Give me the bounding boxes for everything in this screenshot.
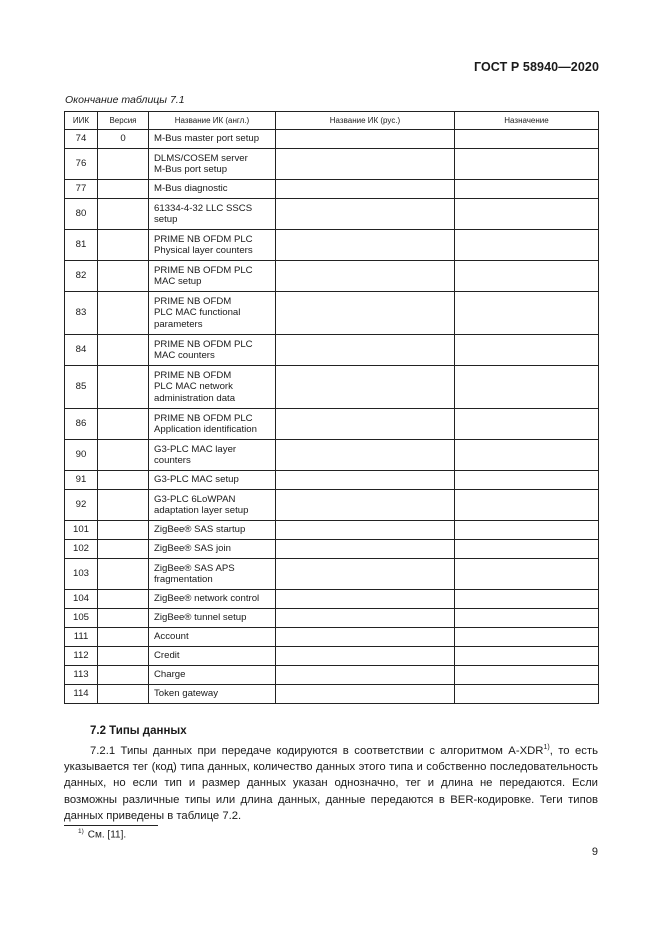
cell-name-ru xyxy=(276,609,455,628)
cell-name-ru xyxy=(276,559,455,590)
cell-name-ru xyxy=(276,409,455,440)
cell-name-en xyxy=(149,366,276,409)
cell-version xyxy=(98,666,149,685)
cell-iik: 113 xyxy=(65,666,98,685)
cell-version xyxy=(98,199,149,230)
table-row xyxy=(65,471,599,490)
cell-name-en-line: PRIME NB OFDM PLC xyxy=(154,412,253,424)
cell-version xyxy=(98,149,149,180)
column-header-name-en: Название ИК (англ.) xyxy=(149,112,276,130)
table-body xyxy=(65,130,599,704)
cell-purpose xyxy=(455,609,599,628)
cell-purpose xyxy=(455,628,599,647)
cell-version xyxy=(98,409,149,440)
cell-name-en-line: DLMS/COSEM server xyxy=(154,152,248,164)
cell-version xyxy=(98,292,149,335)
cell-name-en-line: ZigBee® SAS startup xyxy=(154,524,246,536)
table-row xyxy=(65,230,599,261)
cell-name-ru xyxy=(276,149,455,180)
cell-iik: 101 xyxy=(65,521,98,540)
cell-name-en-line: parameters xyxy=(154,318,203,330)
cell-name-ru xyxy=(276,628,455,647)
cell-name-ru xyxy=(276,261,455,292)
table-row xyxy=(65,335,599,366)
cell-name-en-line: Physical layer counters xyxy=(154,245,253,256)
table-row xyxy=(65,366,599,409)
cell-name-en xyxy=(149,440,276,471)
table-row xyxy=(65,590,599,609)
paragraph-text-start: 7.2.1 Типы данных при передаче кодируются в соответствии с алгоритмом A-XDR xyxy=(90,745,544,757)
cell-name-en xyxy=(149,180,276,199)
cell-name-ru xyxy=(276,521,455,540)
cell-name-en-line: 61334-4-32 LLC SSCS xyxy=(154,202,253,214)
table-row xyxy=(65,609,599,628)
cell-iik: 114 xyxy=(65,685,98,704)
table-caption: Окончание таблицы 7.1 xyxy=(65,94,185,106)
cell-name-ru xyxy=(276,230,455,261)
cell-version: 0 xyxy=(98,130,149,149)
cell-name-en-line: PRIME NB OFDM xyxy=(154,369,232,381)
cell-version xyxy=(98,490,149,521)
table-row xyxy=(65,199,599,230)
cell-purpose xyxy=(455,199,599,230)
cell-name-en-line: ZigBee® tunnel setup xyxy=(154,612,247,624)
cell-iik: 102 xyxy=(65,540,98,559)
cell-name-en xyxy=(149,540,276,559)
cell-name-ru xyxy=(276,130,455,149)
cell-name-ru xyxy=(276,335,455,366)
cell-name-en-line: PLC MAC functional xyxy=(154,307,241,319)
table-row xyxy=(65,292,599,335)
cell-version xyxy=(98,366,149,409)
cell-purpose xyxy=(455,180,599,199)
cell-name-en xyxy=(149,130,276,149)
table-row xyxy=(65,628,599,647)
standard-header: ГОСТ Р 58940—2020 xyxy=(473,60,599,74)
iik-table xyxy=(64,111,599,704)
cell-name-en xyxy=(149,590,276,609)
cell-name-en-line: M-Bus port setup xyxy=(154,164,228,175)
cell-name-en-line: M-Bus master port setup xyxy=(154,133,260,145)
cell-iik: 81 xyxy=(65,230,98,261)
cell-name-ru xyxy=(276,440,455,471)
cell-iik: 104 xyxy=(65,590,98,609)
cell-name-ru xyxy=(276,666,455,685)
cell-name-en-line: PRIME NB OFDM PLC xyxy=(154,233,253,245)
cell-name-ru xyxy=(276,180,455,199)
table-row xyxy=(65,685,599,704)
cell-purpose xyxy=(455,559,599,590)
cell-name-en xyxy=(149,490,276,521)
cell-purpose xyxy=(455,230,599,261)
cell-purpose xyxy=(455,366,599,409)
cell-iik: 105 xyxy=(65,609,98,628)
cell-purpose xyxy=(455,590,599,609)
cell-version xyxy=(98,521,149,540)
cell-name-ru xyxy=(276,471,455,490)
cell-name-en xyxy=(149,335,276,366)
table-row xyxy=(65,490,599,521)
cell-purpose xyxy=(455,149,599,180)
cell-name-en xyxy=(149,199,276,230)
column-header-iik: ИИК xyxy=(65,112,98,130)
cell-purpose xyxy=(455,440,599,471)
cell-name-en xyxy=(149,230,276,261)
cell-version xyxy=(98,261,149,292)
cell-name-en-line: fragmentation xyxy=(154,574,213,585)
cell-name-en-line: Charge xyxy=(154,669,186,681)
cell-version xyxy=(98,230,149,261)
cell-name-ru xyxy=(276,490,455,521)
cell-name-ru xyxy=(276,292,455,335)
table-row xyxy=(65,440,599,471)
cell-name-ru xyxy=(276,685,455,704)
cell-name-en-line: administration data xyxy=(154,392,236,404)
cell-name-en xyxy=(149,471,276,490)
cell-name-en-line: PRIME NB OFDM PLC xyxy=(154,338,253,350)
cell-purpose xyxy=(455,685,599,704)
cell-version xyxy=(98,559,149,590)
page-number: 9 xyxy=(591,846,598,858)
footnote-text: См. [11]. xyxy=(87,829,127,841)
cell-iik: 112 xyxy=(65,647,98,666)
cell-purpose xyxy=(455,647,599,666)
cell-name-en-line: G3-PLC 6LoWPAN xyxy=(154,493,236,505)
cell-version xyxy=(98,609,149,628)
cell-iik: 84 xyxy=(65,335,98,366)
cell-name-en xyxy=(149,261,276,292)
cell-version xyxy=(98,685,149,704)
cell-purpose xyxy=(455,521,599,540)
cell-name-en-line: Token gateway xyxy=(154,688,218,700)
table-row xyxy=(65,521,599,540)
cell-iik: 111 xyxy=(65,628,98,647)
cell-iik: 83 xyxy=(65,292,98,335)
cell-iik: 103 xyxy=(65,559,98,590)
cell-purpose xyxy=(455,335,599,366)
cell-name-en xyxy=(149,409,276,440)
cell-purpose xyxy=(455,540,599,559)
cell-name-en-line: G3-PLC MAC setup xyxy=(154,474,239,486)
cell-version xyxy=(98,471,149,490)
table-row xyxy=(65,559,599,590)
cell-purpose xyxy=(455,471,599,490)
cell-name-en-line: counters xyxy=(154,455,191,466)
cell-name-en-line: PRIME NB OFDM PLC xyxy=(154,264,253,276)
cell-name-en xyxy=(149,521,276,540)
cell-purpose xyxy=(455,292,599,335)
cell-name-en-line: MAC counters xyxy=(154,350,215,361)
cell-name-en-line: Application identification xyxy=(154,424,257,435)
cell-name-ru xyxy=(276,590,455,609)
table-row xyxy=(65,130,599,149)
footnote-reference: 1) xyxy=(543,744,550,752)
cell-name-en xyxy=(149,559,276,590)
section-title: 7.2 Типы данных xyxy=(90,725,187,737)
cell-iik: 91 xyxy=(65,471,98,490)
cell-iik: 90 xyxy=(65,440,98,471)
column-header-purpose: Назначение xyxy=(455,112,599,130)
footnote-marker: 1) xyxy=(78,828,84,835)
table-row xyxy=(65,149,599,180)
cell-name-en-line: PRIME NB OFDM xyxy=(154,295,232,307)
cell-name-en-line: G3-PLC MAC layer xyxy=(154,443,237,455)
cell-name-en-line: MAC setup xyxy=(154,276,202,287)
cell-name-en-line: Account xyxy=(154,631,189,643)
cell-version xyxy=(98,628,149,647)
cell-name-en xyxy=(149,647,276,666)
cell-name-ru xyxy=(276,366,455,409)
cell-version xyxy=(98,647,149,666)
cell-version xyxy=(98,180,149,199)
section-paragraph xyxy=(64,743,598,824)
cell-name-en-line: setup xyxy=(154,214,178,225)
table-row xyxy=(65,647,599,666)
cell-iik: 85 xyxy=(65,366,98,409)
cell-iik: 77 xyxy=(65,180,98,199)
cell-name-en-line: M-Bus diagnostic xyxy=(154,183,228,195)
cell-name-en xyxy=(149,666,276,685)
table-header-row xyxy=(65,112,599,130)
cell-name-ru xyxy=(276,540,455,559)
cell-name-ru xyxy=(276,199,455,230)
cell-version xyxy=(98,335,149,366)
cell-iik: 86 xyxy=(65,409,98,440)
cell-name-en xyxy=(149,609,276,628)
cell-name-en-line: ZigBee® SAS join xyxy=(154,543,231,555)
column-header-version: Версия xyxy=(98,112,149,130)
table-row xyxy=(65,261,599,292)
cell-name-en xyxy=(149,149,276,180)
cell-name-en-line: Credit xyxy=(154,650,180,662)
paragraph-text-end: , то есть указывается тег (код) типа данных, количество данных этого типа и собственно последовательность данных, но если тип и размер данных указан однозначно, тег и длина не передаются. Если возможны различные типы или длина данных, данные передаются в BER-кодировке. Теги типов данных приведены в таблице 7.2. xyxy=(64,745,598,822)
cell-purpose xyxy=(455,261,599,292)
cell-name-ru xyxy=(276,647,455,666)
cell-iik: 80 xyxy=(65,199,98,230)
cell-name-en-line: ZigBee® SAS APS xyxy=(154,562,235,574)
cell-purpose xyxy=(455,130,599,149)
cell-iik: 74 xyxy=(65,130,98,149)
cell-name-en xyxy=(149,685,276,704)
footnote-divider xyxy=(64,825,158,826)
cell-name-en xyxy=(149,292,276,335)
cell-name-en-line: ZigBee® network control xyxy=(154,593,260,605)
cell-purpose xyxy=(455,409,599,440)
cell-iik: 76 xyxy=(65,149,98,180)
cell-iik: 92 xyxy=(65,490,98,521)
column-header-name-ru: Название ИК (рус.) xyxy=(276,112,455,130)
cell-version xyxy=(98,540,149,559)
footnote xyxy=(78,828,126,840)
cell-name-en-line: adaptation layer setup xyxy=(154,505,249,516)
table-row xyxy=(65,666,599,685)
cell-name-en xyxy=(149,628,276,647)
table-row xyxy=(65,180,599,199)
cell-iik: 82 xyxy=(65,261,98,292)
table-row xyxy=(65,540,599,559)
cell-version xyxy=(98,440,149,471)
cell-purpose xyxy=(455,666,599,685)
cell-purpose xyxy=(455,490,599,521)
table-row xyxy=(65,409,599,440)
cell-version xyxy=(98,590,149,609)
cell-name-en-line: PLC MAC network xyxy=(154,381,233,393)
